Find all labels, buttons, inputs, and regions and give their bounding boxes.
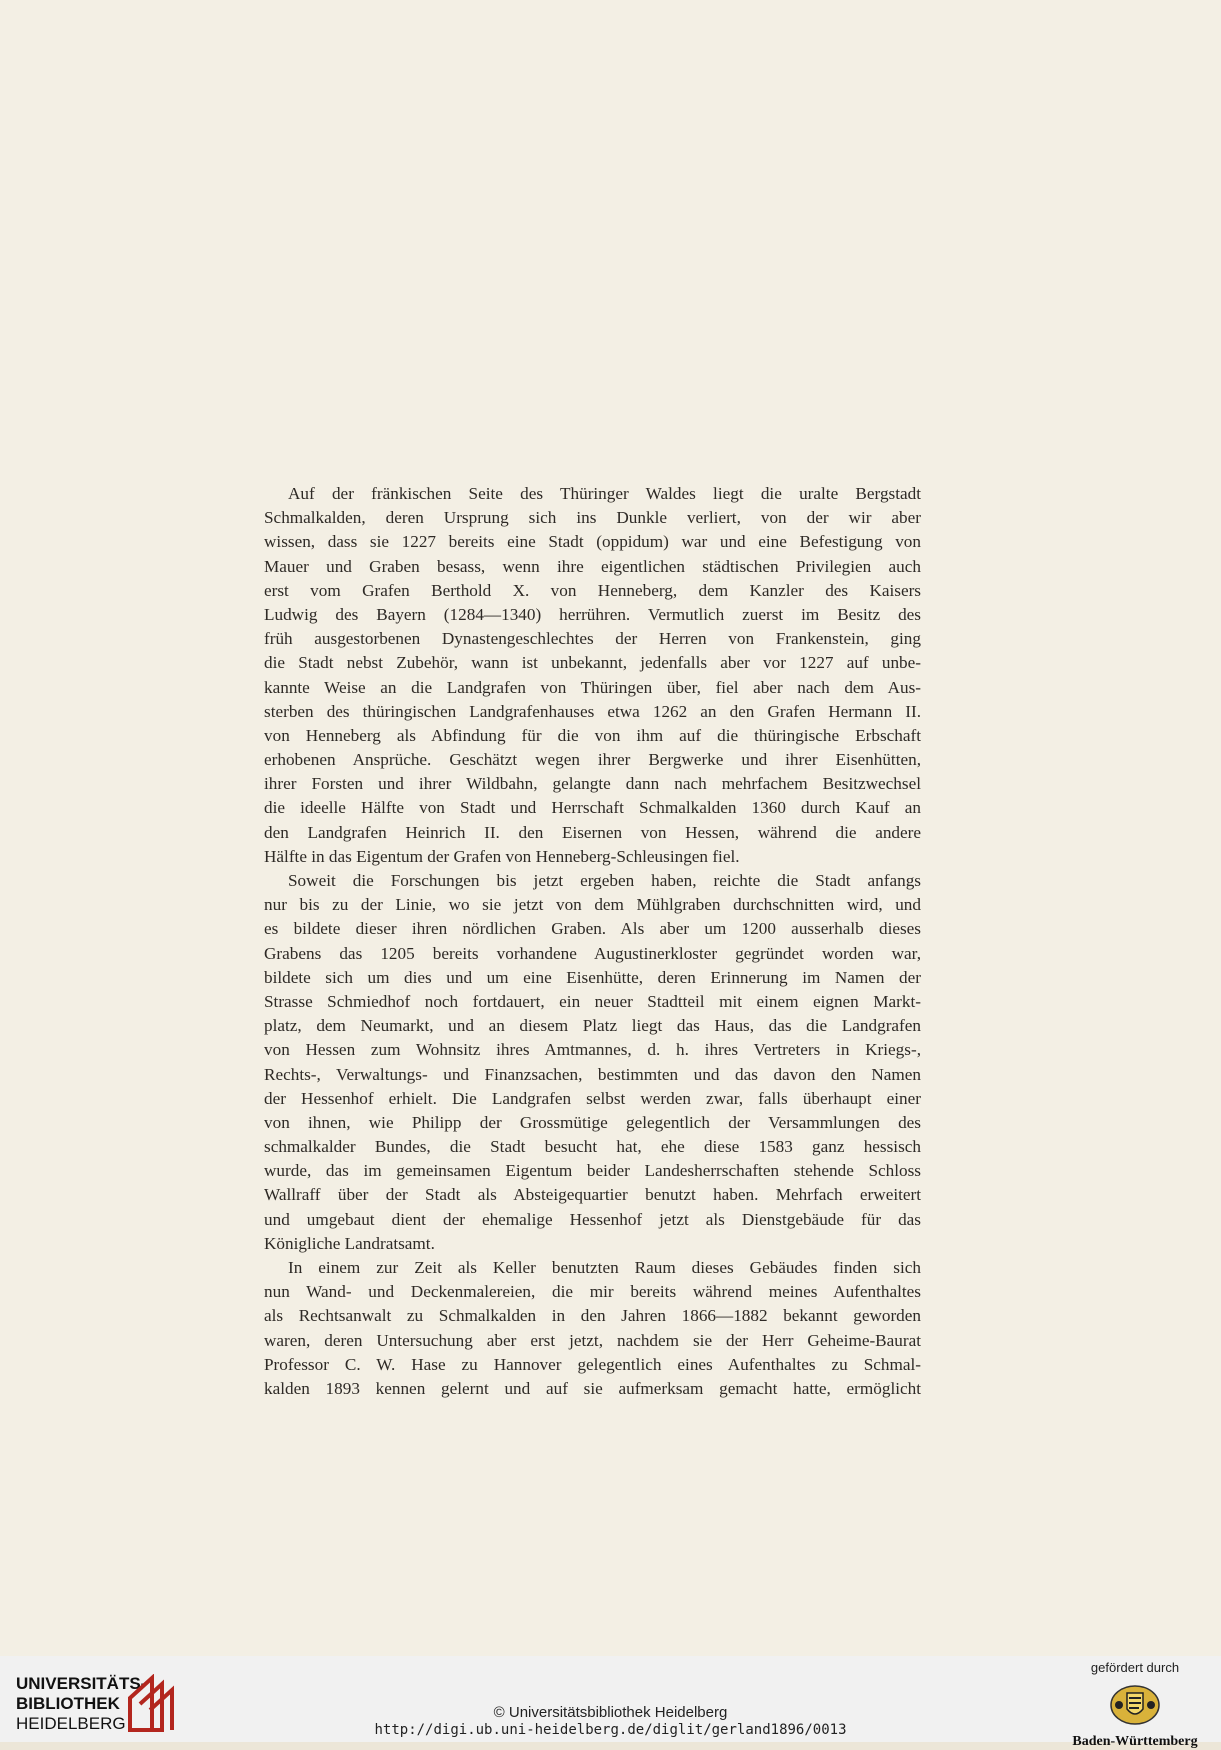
text-line: die Stadt nebst Zubehör, wann ist unbekannt, jedenfalls aber vor 1227 auf unbe- bbox=[264, 653, 921, 673]
text-line: und umgebaut dient der ehemalige Hessenhof jetzt als Dienstgebäude für das bbox=[264, 1209, 921, 1229]
text-line: Grabens das 1205 bereits vorhandene Augustinerkloster gegründet worden war, bbox=[264, 943, 921, 963]
text-line: sterben des thüringischen Landgrafenhauses etwa 1262 an den Grafen Hermann II. bbox=[264, 701, 921, 721]
text-line: Hälfte in das Eigentum der Grafen von Henneberg-Schleusingen fiel. bbox=[264, 846, 740, 866]
text-line: nur bis zu der Linie, wo sie jetzt von dem Mühlgraben durchschnitten wird, und bbox=[264, 895, 921, 915]
text-line: schmalkalder Bundes, die Stadt besucht hat, ehe diese 1583 ganz hessisch bbox=[264, 1137, 921, 1157]
text-line: erhobenen Ansprüche. Geschätzt wegen ihrer Bergwerke und ihrer Eisenhütten, bbox=[264, 750, 921, 770]
text-line: von Henneberg als Abfindung für die von ihm auf die thüringische Erbschaft bbox=[264, 725, 921, 745]
text-line: Rechts-, Verwaltungs- und Finanzsachen, bestimmten und das davon den Namen bbox=[264, 1064, 921, 1084]
body-text bbox=[264, 482, 921, 1401]
text-line: Professor C. W. Hase zu Hannover gelegentlich eines Aufenthaltes zu Schmal- bbox=[264, 1354, 921, 1374]
text-line: wissen, dass sie 1227 bereits eine Stadt (oppidum) war und eine Befestigung von bbox=[264, 532, 921, 552]
text-line: von ihnen, wie Philipp der Grossmütige gelegentlich der Versammlungen des bbox=[264, 1112, 921, 1132]
text-line: Wallraff über der Stadt als Absteigequartier benutzt haben. Mehrfach erweitert bbox=[264, 1185, 921, 1205]
text-line: kalden 1893 kennen gelernt und auf sie aufmerksam gemacht hatte, ermöglicht bbox=[264, 1378, 921, 1398]
copyright-notice: © Universitätsbibliothek Heidelberg bbox=[493, 1704, 728, 1721]
sponsor-name: Baden-Württemberg bbox=[1072, 1734, 1198, 1749]
text-line: erst vom Grafen Berthold X. von Henneberg, dem Kanzler des Kaisers bbox=[264, 580, 921, 600]
text-line: die ideelle Hälfte von Stadt und Herrschaft Schmalkalden 1360 durch Kauf an bbox=[264, 798, 921, 818]
text-line: Mauer und Graben besass, wenn ihre eigentlichen städtischen Privilegien auch bbox=[264, 556, 921, 576]
state-coat-of-arms-icon bbox=[1109, 1683, 1161, 1727]
text-line: der Hessenhof erhielt. Die Landgrafen selbst werden zwar, falls überhaupt einer bbox=[264, 1088, 921, 1108]
text-line: den Landgrafen Heinrich II. den Eisernen von Hessen, während die andere bbox=[264, 822, 921, 842]
text-line: In einem zur Zeit als Keller benutzten Raum dieses Gebäudes finden sich bbox=[288, 1258, 921, 1277]
footer-bar bbox=[0, 1656, 1221, 1749]
text-line: als Rechtsanwalt zu Schmalkalden in den Jahren 1866—1882 bekannt geworden bbox=[264, 1306, 921, 1326]
text-line: Soweit die Forschungen bis jetzt ergeben haben, reichte die Stadt anfangs bbox=[288, 871, 921, 890]
permalink-url[interactable]: http://digi.ub.uni-heidelberg.de/diglit/gerland1896/0013 bbox=[374, 1722, 847, 1738]
text-line: Königliche Landratsamt. bbox=[264, 1233, 435, 1253]
text-line: ihrer Forsten und ihrer Wildbahn, gelangte dann nach mehrfachem Besitzwechsel bbox=[264, 774, 921, 794]
sponsor-block bbox=[1060, 1660, 1210, 1750]
text-line: nun Wand- und Deckenmalereien, die mir bereits während meines Aufenthaltes bbox=[264, 1282, 921, 1302]
text-line: platz, dem Neumarkt, und an diesem Platz liegt das Haus, das die Landgrafen bbox=[264, 1016, 921, 1036]
text-line: bildete sich um dies und um eine Eisenhütte, deren Erinnerung im Namen der bbox=[264, 967, 921, 987]
text-line: es bildete dieser ihren nördlichen Graben. Als aber um 1200 ausserhalb dieses bbox=[264, 919, 921, 939]
text-line: Auf der fränkischen Seite des Thüringer Waldes liegt die uralte Bergstadt bbox=[288, 484, 921, 503]
text-line: früh ausgestorbenen Dynastengeschlechtes der Herren von Frankenstein, ging bbox=[264, 629, 921, 649]
library-name-line: HEIDELBERG bbox=[16, 1714, 126, 1733]
sponsor-label: gefördert durch bbox=[1090, 1660, 1180, 1675]
text-line: Schmalkalden, deren Ursprung sich ins Dunkle verliert, von der wir aber bbox=[264, 508, 921, 528]
library-name-line: BIBLIOTHEK bbox=[16, 1694, 120, 1713]
text-line: von Hessen zum Wohnsitz ihres Amtmannes, d. h. ihres Vertreters in Kriegs-, bbox=[264, 1040, 921, 1060]
text-line: kannte Weise an die Landgrafen von Thüringen über, fiel aber nach dem Aus- bbox=[264, 677, 921, 697]
text-line: waren, deren Untersuchung aber erst jetzt, nachdem sie der Herr Geheime-Baurat bbox=[264, 1330, 921, 1350]
library-name-line: UNIVERSITÄTS- bbox=[16, 1674, 147, 1693]
text-line: Strasse Schmiedhof noch fortdauert, ein neuer Stadtteil mit einem eignen Markt- bbox=[264, 991, 921, 1011]
text-line: Ludwig des Bayern (1284—1340) herrühren. Vermutlich zuerst im Besitz des bbox=[264, 604, 921, 624]
text-line: wurde, das im gemeinsamen Eigentum beider Landesherrschaften stehende Schloss bbox=[264, 1161, 921, 1181]
